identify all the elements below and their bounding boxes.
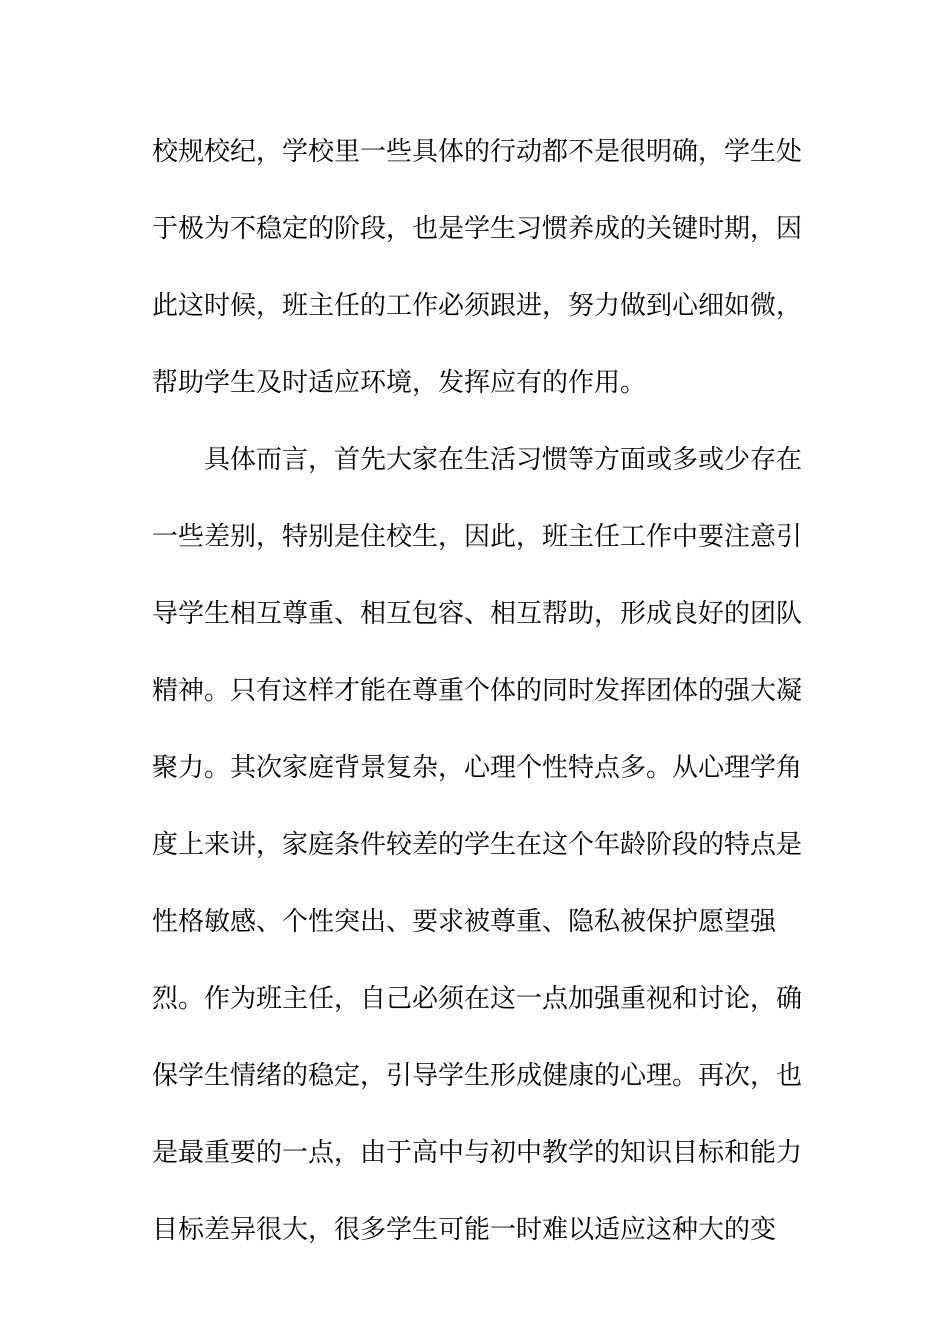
text-line: 一些差别，特别是住校生，因此，班主任工作中要注意引 [152,522,803,552]
text-line: 是最重要的一点，由于高中与初中教学的知识目标和能力 [152,1138,803,1168]
text-line: 校规校纪，学校里一些具体的行动都不是很明确，学生处 [152,137,803,167]
text-line: 导学生相互尊重、相互包容、相互帮助，形成良好的团队 [152,599,803,629]
text-line: 此这时候，班主任的工作必须跟进，努力做到心细如微， [152,291,803,321]
text-line: 具体而言，首先大家在生活习惯等方面或多或少存在 [204,445,803,475]
text-line: 于极为不稳定的阶段，也是学生习惯养成的关键时期，因 [152,214,803,244]
text-line: 度上来讲，家庭条件较差的学生在这个年龄阶段的特点是 [152,830,803,860]
text-line: 目标差异很大，很多学生可能一时难以适应这种大的变 [152,1215,777,1245]
text-line: 烈。作为班主任，自己必须在这一点加强重视和讨论，确 [152,984,803,1014]
text-line: 精神。只有这样才能在尊重个体的同时发挥团体的强大凝 [152,676,803,706]
text-line: 性格敏感、个性突出、要求被尊重、隐私被保护愿望强 [152,907,777,937]
body-text [152,126,803,1281]
paragraph-2 [152,434,803,1281]
text-line: 帮助学生及时适应环境，发挥应有的作用。 [152,368,647,398]
paragraph-1 [152,126,803,434]
text-line: 聚力。其次家庭背景复杂，心理个性特点多。从心理学角 [152,753,803,783]
text-line: 保学生情绪的稳定，引导学生形成健康的心理。再次，也 [152,1061,803,1091]
